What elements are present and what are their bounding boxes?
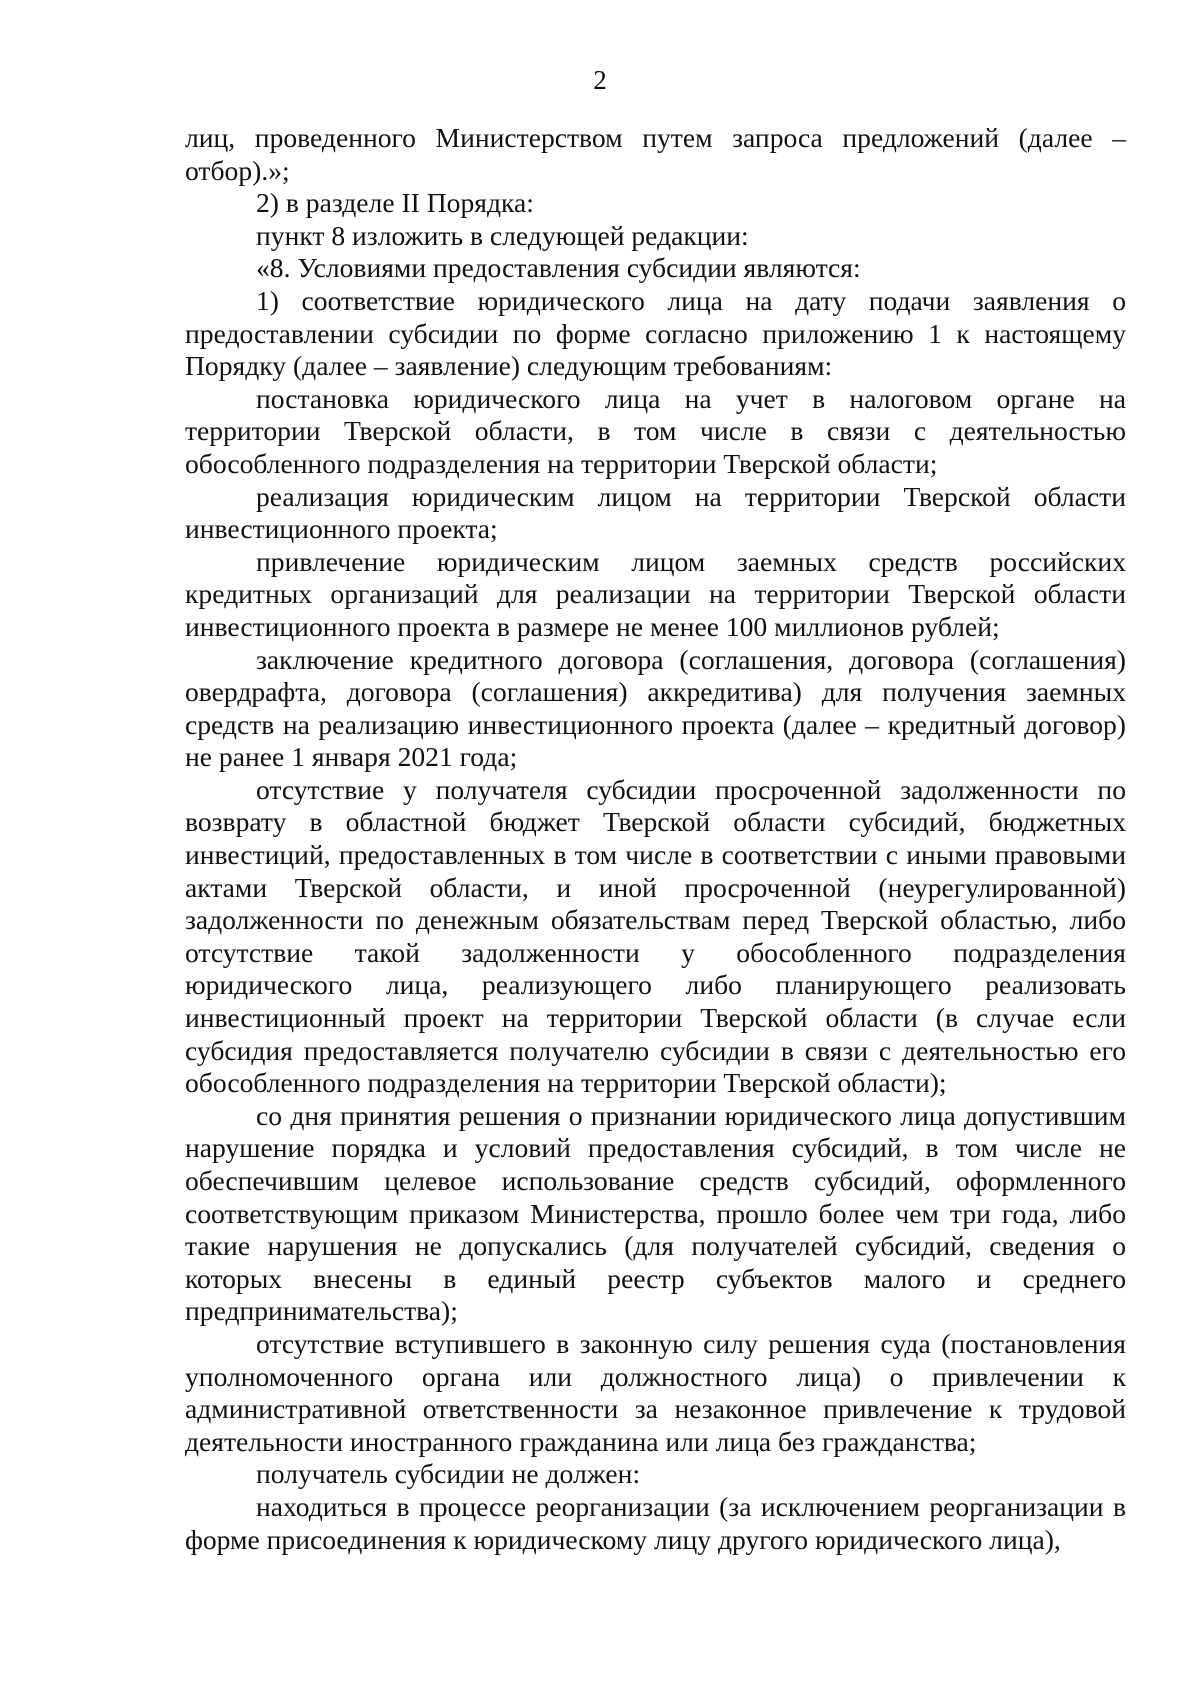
document-body [185, 122, 1126, 1556]
paragraph-credit-agreement: заключение кредитного договора (соглашения, договора (соглашения) овердрафта, договора (соглашения) аккредитива) для получения заемных средств на реализацию инвестиционного проекта (далее – кредитный договор) не ранее 1 января 2021 года; [185, 643, 1126, 773]
paragraph-investment-project: реализация юридическим лицом на территории Тверской области инвестиционного проекта; [185, 480, 1126, 545]
paragraph-continuation: лиц, проведенного Министерством путем запроса предложений (далее – отбор).»; [185, 122, 1126, 186]
paragraph-reorganization: находиться в процессе реорганизации (за исключением реорганизации в форме присоединения к юридическому лицу другого юридического лица), [185, 1490, 1126, 1555]
paragraph-clause-instruction: пункт 8 изложить в следующей редакции: [256, 219, 749, 251]
paragraph-recipient-must-not: получатель субсидии не должен: [256, 1458, 641, 1490]
page-number: 2 [593, 65, 607, 95]
paragraph-section-change: 2) в разделе II Порядка: [256, 187, 534, 219]
paragraph-clause-8-heading: «8. Условиями предоставления субсидии являются: [256, 252, 861, 284]
paragraph-no-court-decision: отсутствие вступившего в законную силу решения суда (постановления уполномоченного органа или должностного лица) о привлечении к административной ответственности за незаконное привлечение к трудовой деятельности иностранного гражданина или лица без гражданства; [185, 1327, 1126, 1457]
paragraph-violation-period: со дня принятия решения о признании юридического лица допустившим нарушение порядка и условий предоставления субсидий, в том числе не обеспечившим целевое использование средств субсидий, оформленного соответствующим приказом Министерства, прошло более чем три года, либо такие нарушения не допускались (для получателей субсидий, сведения о которых внесены в единый реестр субъектов малого и среднего предпринимательства); [185, 1099, 1126, 1327]
paragraph-borrowed-funds: привлечение юридическим лицом заемных средств российских кредитных организаций для реализации на территории Тверской области инвестиционного проекта в размере не менее 100 миллионов рублей; [185, 545, 1126, 642]
paragraph-condition-1: 1) соответствие юридического лица на дату подачи заявления о предоставлении субсидии по форме согласно приложению 1 к настоящему Порядку (далее – заявление) следующим требованиям: [185, 284, 1126, 382]
paragraph-tax-registration: постановка юридического лица на учет в налоговом органе на территории Тверской области, в том числе в связи с деятельностью обособленного подразделения на территории Тверской области; [185, 382, 1126, 479]
paragraph-no-overdue-debt: отсутствие у получателя субсидии просроченной задолженности по возврату в областной бюджет Тверской области субсидий, бюджетных инвестиций, предоставленных в том числе в соответствии с иными правовыми актами Тверской области, и иной просроченной (неурегулированной) задолженности по денежным обязательствам перед Тверской областью, либо отсутствие такой задолженности у обособленного подразделения юридического лица, реализующего либо планирующего реализовать инвестиционный проект на территории Тверской области (в случае если субсидия предоставляется получателю субсидии в связи с деятельностью его обособленного подразделения на территории Тверской области); [185, 773, 1126, 1099]
